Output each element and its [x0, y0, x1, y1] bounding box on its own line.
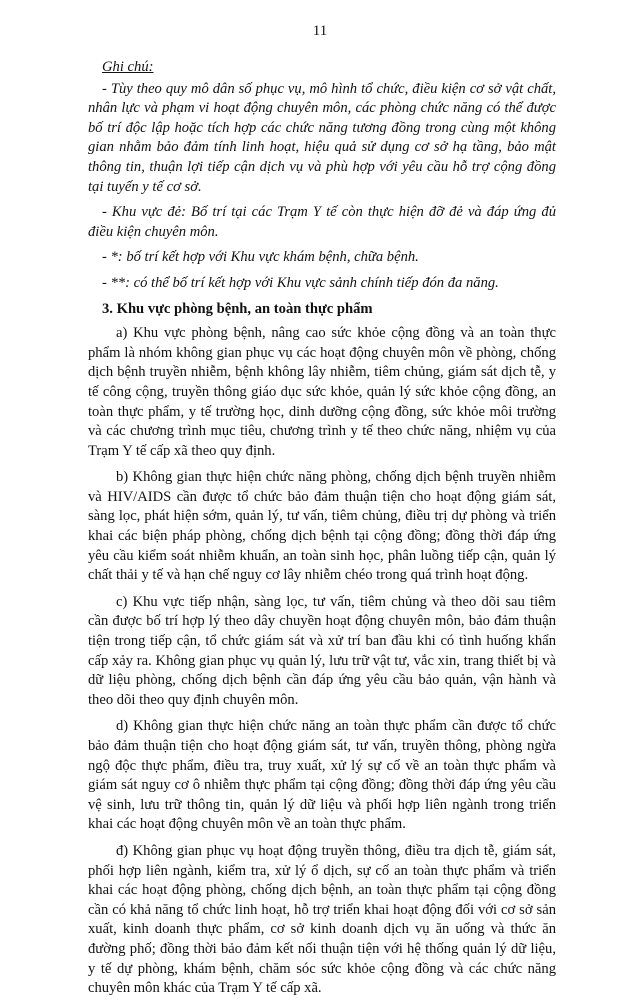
section-paragraph: đ) Không gian phục vụ hoạt động truyền thông, điều tra dịch tễ, giám sát, phối hợp liên ngành, kiểm tra, xử lý ổ dịch, sự cố an toàn thực phẩm và triển khai các hoạt động phòng, chống dịch bệnh, an toàn thực phẩm tại cộng đồng cần có khả năng tổ chức linh hoạt, hỗ trợ triển khai hoạt động đối với cơ sở sản xuất, kinh doanh thực phẩm, cơ sở kinh doanh dịch vụ ăn uống và thức ăn đường phố; đồng thời bảo đảm kết nối thuận tiện với hệ thống quản lý dữ liệu, y tế dự phòng, khám bệnh, chăm sóc sức khỏe cộng đồng và các chức năng chuyên môn khác của Trạm Y tế cấp xã. [88, 842, 556, 997]
section-heading: 3. Khu vực phòng bệnh, an toàn thực phẩm [102, 300, 373, 317]
note-item: - **: có thể bố trí kết hợp với Khu vực sảnh chính tiếp đón đa năng. [102, 274, 499, 291]
note-item: - Tùy theo quy mô dân số phục vụ, mô hình tổ chức, điều kiện cơ sở vật chất, nhân lực và phạm vi hoạt động chuyên môn, các phòng chức năng có thể được bố trí độc lập hoặc tích hợp các chức năng tương đồng trong cùng một không gian nhằm bảo đảm tính linh hoạt, hiệu quả sử dụng cơ sở hạ tầng, bảo mật thông tin, thuận lợi tiếp cận dịch vụ và phù hợp với yêu cầu hỗ trợ cộng đồng tại tuyến y tế cơ sở. [88, 80, 556, 195]
notes-title: Ghi chú: [102, 59, 154, 75]
note-item: - *: bố trí kết hợp với Khu vực khám bệnh, chữa bệnh. [102, 249, 419, 266]
section-paragraph: a) Khu vực phòng bệnh, nâng cao sức khỏe cộng đồng và an toàn thực phẩm là nhóm không gian phục vụ các hoạt động chuyên môn về phòng, chống dịch bệnh truyền nhiễm, bệnh không lây nhiễm, tiêm chủng, giám sát dịch tễ, y tế công cộng, truyền thông giáo dục sức khỏe, quản lý sức khỏe cộng đồng, an toàn thực phẩm, y tế trường học, dinh dưỡng cộng đồng, sức khỏe môi trường và các chương trình mục tiêu, chương trình y tế theo chức năng, nhiệm vụ của Trạm Y tế cấp xã theo quy định. [88, 325, 556, 459]
section-paragraph: c) Khu vực tiếp nhận, sàng lọc, tư vấn, tiêm chủng và theo dõi sau tiêm cần được bố trí hợp lý theo dây chuyền hoạt động chuyên môn, bảo đảm thuận tiện trong tiếp cận, tổ chức giám sát và xử trí ban đầu khi có tình huống khẩn cấp xảy ra. Không gian phục vụ quản lý, lưu trữ vật tư, vắc xin, trang thiết bị và dữ liệu phòng, chống dịch bệnh cần đáp ứng yêu cầu bảo quản, vận hành và theo dõi theo quy định chuyên môn. [88, 593, 556, 708]
section-paragraph: b) Không gian thực hiện chức năng phòng, chống dịch bệnh truyền nhiễm và HIV/AIDS cần được tổ chức bảo đảm thuận tiện cho hoạt động giám sát, sàng lọc, phát hiện sớm, quản lý, tư vấn, tiêm chủng, điều trị dự phòng và triển khai các biện pháp phòng, chống dịch bệnh tại cộng đồng; đồng thời đáp ứng yêu cầu kiểm soát nhiễm khuẩn, an toàn sinh học, phân luồng tiếp cận, quản lý chất thải y tế và hạn chế nguy cơ lây nhiễm chéo trong quá trình hoạt động. [88, 469, 556, 584]
section-paragraph: d) Không gian thực hiện chức năng an toàn thực phẩm cần được tổ chức bảo đảm thuận tiện cho hoạt động giám sát, tư vấn, truyền thông, phòng ngừa ngộ độc thực phẩm, điều tra, truy xuất, xử lý sự cố về an toàn thực phẩm và giám sát nguy cơ ô nhiễm thực phẩm tại cộng đồng; đồng thời đáp ứng yêu cầu vệ sinh, lưu trữ thông tin, quản lý dữ liệu và phối hợp liên ngành trong triển khai các hoạt động chuyên môn về an toàn thực phẩm. [88, 718, 556, 833]
page-content [88, 58, 556, 1006]
page-number: 11 [312, 23, 328, 39]
note-item: - Khu vực đẻ: Bố trí tại các Trạm Y tế còn thực hiện đỡ đẻ và đáp ứng đủ điều kiện chuyên môn. [88, 204, 556, 240]
